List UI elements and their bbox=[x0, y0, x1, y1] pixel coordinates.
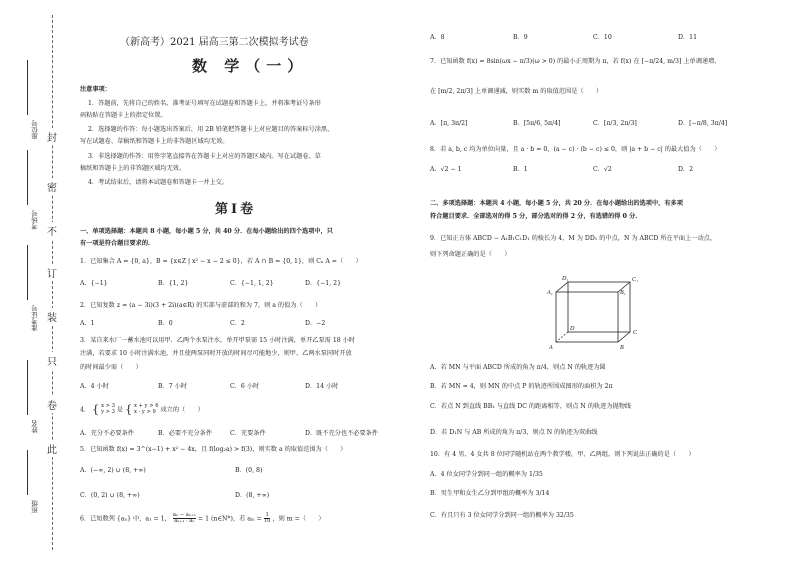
class-line[interactable] bbox=[27, 450, 28, 495]
part2-heading: 符合题目要求．全部选对的得 5 分，部分选对的得 2 分，有选错的得 0 分． bbox=[430, 213, 642, 220]
q4-option-a[interactable]: A．充分不必要条件 bbox=[80, 430, 134, 437]
q4-condition-right bbox=[134, 404, 158, 415]
brace-icon: { bbox=[125, 403, 133, 416]
q6-option-b[interactable]: B．9 bbox=[513, 34, 528, 41]
question-1-stem: 1．已知集合 A = {0, a}，B = {x∈Z | x² − x − 2 ≤ 0}，若 A ∩ B = {0, 1}，则 Cₐ A =（ ） bbox=[80, 258, 362, 265]
vertex-label: B bbox=[620, 345, 624, 351]
q5-option-a[interactable]: A．(−∞, 2) ∪ (8, +∞) bbox=[80, 467, 146, 474]
q4-option-d[interactable]: D．既不充分也不必要条件 bbox=[305, 430, 379, 437]
q5-option-c[interactable]: C．(0, 2) ∪ (8, +∞) bbox=[80, 492, 140, 499]
seal-char: 不 bbox=[47, 222, 57, 239]
note-line: 3．非选择题的作答：用签字笔直接答在答题卡上对应的答题区域内。写在试题卷、草 bbox=[88, 153, 321, 160]
q2-option-a[interactable]: A．1 bbox=[80, 320, 95, 327]
seal-char: 装 bbox=[47, 308, 57, 325]
q6-fraction bbox=[173, 513, 196, 525]
admission-number-label: 准考证号 bbox=[31, 305, 39, 331]
seat-number-label: 座位号 bbox=[31, 120, 39, 140]
q2-option-b[interactable]: B．0 bbox=[158, 320, 173, 327]
q8-option-a[interactable]: A．√2 − 1 bbox=[430, 166, 462, 173]
cube-figure bbox=[546, 272, 656, 352]
note-line: 写在试题卷、草稿纸和答题卡上的非答题区域均无效。 bbox=[80, 138, 229, 145]
seal-char: 订 bbox=[47, 264, 57, 281]
q4-left-top: x > 3 bbox=[101, 403, 115, 410]
admission-number-line[interactable] bbox=[27, 245, 28, 300]
q9-option-b[interactable]: B．若 MN = 4，则 MN 的中点 P 的轨迹所围成图形的面积为 2π bbox=[430, 383, 613, 390]
seal-char: 密 bbox=[47, 178, 57, 195]
q5-option-b[interactable]: B．(0, 8) bbox=[235, 467, 263, 474]
note-line: 2．选择题的作答：每小题选出答案后，用 2B 铅笔把答题卡上对应题目的答案标号涂黑， bbox=[88, 126, 334, 133]
question-3-stem: 3．某自来水厂一蓄水池可以用甲、乙两个水泵注水，单开甲泵需 15 小时注满，单开乙泵需 18 小时 bbox=[80, 337, 356, 344]
q3-option-b[interactable]: B．7 小时 bbox=[158, 383, 188, 390]
vertex-label: D₁ bbox=[562, 276, 569, 282]
q6-value bbox=[264, 513, 271, 525]
cube-edge bbox=[618, 332, 630, 342]
q4-number: 4． bbox=[80, 406, 91, 414]
name-label: 姓名 bbox=[31, 420, 39, 433]
q10-option-a[interactable]: A．4 位女同学分到同一组的概率为 1/35 bbox=[430, 471, 543, 478]
question-8-stem: 8．若 a, b, c 均为单位向量，且 a · b = 0，(a − c) · (b − c) ≤ 0，则 |a + b − c| 的最大值为（ ） bbox=[430, 146, 721, 153]
seal-char: 卷 bbox=[47, 396, 57, 413]
q1-option-a[interactable]: A．{−1} bbox=[80, 280, 108, 287]
seal-char: 封 bbox=[47, 128, 57, 145]
vertex-label: D bbox=[570, 326, 575, 332]
question-7-stem: 7．已知函数 f(x) = 8sin(ωx − π/3)(ω > 0) 的最小正周期为 π，若 f(x) 在 [−π/24, m/3] 上单调递增， bbox=[430, 58, 721, 65]
part1-heading: 有一项是符合题目要求的． bbox=[80, 240, 155, 247]
q7-option-b[interactable]: B．[5π/6, 5π/4] bbox=[513, 120, 561, 127]
q7-option-c[interactable]: C．[π/3, 2π/3] bbox=[593, 120, 637, 127]
q3-option-a[interactable]: A．4 小时 bbox=[80, 383, 109, 390]
cube-edge bbox=[556, 282, 568, 292]
q1-option-d[interactable]: D．{−1, 2} bbox=[305, 280, 342, 287]
vertex-label: B₁ bbox=[620, 290, 626, 296]
exam-title: （新高考）2021 届高三第二次模拟考试卷 bbox=[120, 37, 309, 48]
q5-option-d[interactable]: D．(8, +∞) bbox=[235, 492, 270, 499]
name-line[interactable] bbox=[27, 360, 28, 415]
q4-left-bottom: y > 3 bbox=[101, 408, 115, 415]
question-3-stem: 的时间最少需（ ） bbox=[80, 364, 142, 371]
q10-option-c[interactable]: C．有且只有 3 位女同学分到同一组的概率为 32/35 bbox=[430, 512, 574, 519]
question-9-stem: 9．已知正方体 ABCD − A₁B₁C₁D₁ 的棱长为 4，M 为 DD₁ 的中点，N 为 ABCD 所在平面上一动点， bbox=[430, 235, 717, 242]
vertex-label: C bbox=[633, 330, 638, 336]
question-9-stem: 则下列命题正确的是（ ） bbox=[430, 251, 511, 258]
q9-option-d[interactable]: D．若 D₁N 与 AB 所成的角为 π/3，则点 N 的轨迹为双曲线 bbox=[430, 429, 598, 436]
q3-option-c[interactable]: C．6 小时 bbox=[230, 383, 260, 390]
q4-right-top: x + y > 6 bbox=[134, 403, 159, 410]
q9-option-a[interactable]: A．若 MN 与平面 ABCD 所成的角为 π/4，则点 N 的轨迹为圆 bbox=[430, 364, 606, 371]
brace-icon: { bbox=[92, 403, 100, 416]
q10-option-b[interactable]: B．男生甲和女生乙分到甲组的概率为 3/14 bbox=[430, 490, 550, 497]
seal-char: 只 bbox=[47, 352, 57, 369]
volume-title: 第Ⅰ卷 bbox=[215, 202, 257, 217]
q2-option-d[interactable]: D．−2 bbox=[305, 320, 326, 327]
note-line: 1．答题前，先将自己的姓名、准考证号填写在试题卷和答题卡上，并将准考证号条形 bbox=[88, 100, 321, 107]
vertex-label: C₁ bbox=[632, 277, 639, 283]
q6-option-d[interactable]: D．11 bbox=[678, 34, 698, 41]
note-line: 4．考试结束后，请将本试题卷和答题卡一并上交。 bbox=[88, 179, 229, 186]
q6-middle: = 1 (n∈N*)，若 aₘ = bbox=[197, 515, 262, 523]
question-3-stem: 注满，若要求 10 小时注满水池，并且使两泵同时开放的时间尽可能地少，则甲、乙两水泵同时开放 bbox=[80, 350, 352, 357]
q4-condition-left bbox=[101, 404, 115, 415]
q7-option-d[interactable]: D．[−π/8, 3π/4] bbox=[678, 120, 728, 127]
q6-value-denominator: 10 bbox=[263, 518, 271, 525]
class-label: 班级 bbox=[31, 500, 39, 513]
seat-number-line[interactable] bbox=[27, 60, 28, 115]
q6-option-c[interactable]: C．10 bbox=[593, 34, 612, 41]
q8-option-d[interactable]: D．2 bbox=[678, 166, 694, 173]
question-2-stem: 2．已知复数 z = (a − 3i)(3 + 2i)(a∈R) 的实部与虚部的和为 7，则 a 的值为（ ） bbox=[80, 302, 322, 309]
exam-room-line[interactable] bbox=[27, 150, 28, 205]
seal-line bbox=[52, 15, 53, 550]
part2-heading: 二、多项选择题：本题共 4 小题，每小题 5 分，共 20 分．在每小题给出的选项中，有多项 bbox=[430, 200, 683, 207]
q6-option-a[interactable]: A．8 bbox=[430, 34, 445, 41]
q2-option-c[interactable]: C．2 bbox=[230, 320, 245, 327]
q6-frac-denominator: aₙ₊₁ · aₙ bbox=[174, 518, 195, 525]
vertex-label: A₁ bbox=[547, 290, 553, 296]
binding-strip bbox=[0, 0, 70, 562]
question-7-stem: 在 [m/2, 2π/3] 上单调递减，则实数 m 的取值范围是（ ） bbox=[430, 88, 603, 95]
q6-value-numerator: 1 bbox=[265, 512, 269, 518]
question-4-stem bbox=[80, 403, 204, 417]
q4-is: 是 bbox=[116, 406, 124, 414]
note-line: 稿纸和答题卡上的非答题区域均无效。 bbox=[80, 165, 186, 172]
question-6-stem bbox=[80, 513, 325, 525]
seal-char: 此 bbox=[47, 440, 57, 457]
notes-heading: 注意事项： bbox=[80, 86, 111, 93]
q9-option-c[interactable]: C．若点 N 到直线 BB₁ 与直线 DC 的距离相等，则点 N 的轨迹为抛物线 bbox=[430, 403, 632, 410]
q4-right-bottom: x · y > 9 bbox=[134, 408, 156, 415]
cube-hidden-edge bbox=[556, 332, 568, 342]
q8-option-b[interactable]: B．1 bbox=[513, 166, 528, 173]
q6-suffix: ，则 m =（ ） bbox=[272, 515, 325, 523]
subject-title: 数 学（一） bbox=[192, 57, 309, 75]
exam-room-label: 考场号 bbox=[31, 210, 39, 230]
q4-option-c[interactable]: C．充要条件 bbox=[230, 430, 266, 437]
q6-prefix: 6．已知数列 {aₙ} 中，a₁ = 1， bbox=[80, 515, 171, 523]
q7-option-a[interactable]: A．[π, 3π/2] bbox=[430, 120, 468, 127]
q4-tail: 成立的（ ） bbox=[160, 406, 204, 414]
question-5-stem: 5．已知函数 f(x) = 3^(x−1) + x² − 4x，且 f(log₂a) > f(3)，则实数 a 的取值范围为（ ） bbox=[80, 446, 347, 453]
q3-option-d[interactable]: D．14 小时 bbox=[305, 383, 339, 390]
q8-option-c[interactable]: C．√2 bbox=[593, 166, 612, 173]
vertex-label: A bbox=[549, 345, 553, 351]
q4-option-b[interactable]: B．必要不充分条件 bbox=[158, 430, 213, 437]
q1-option-c[interactable]: C．{−1, 1, 2} bbox=[230, 280, 274, 287]
q1-option-b[interactable]: B．{1, 2} bbox=[158, 280, 189, 287]
part1-heading: 一、单项选择题：本题共 8 小题，每小题 5 分，共 40 分．在每小题给出的四个选项中，只 bbox=[80, 228, 333, 235]
note-line: 码粘贴在答题卡上的指定位置。 bbox=[80, 112, 167, 119]
q6-frac-numerator: aₙ − aₙ₊₁ bbox=[172, 512, 196, 518]
question-10-stem: 10．有 4 男、4 女共 8 位同学随机站在两个教学楼，甲、乙两组，则下列说法正确的是（ ） bbox=[430, 451, 695, 458]
